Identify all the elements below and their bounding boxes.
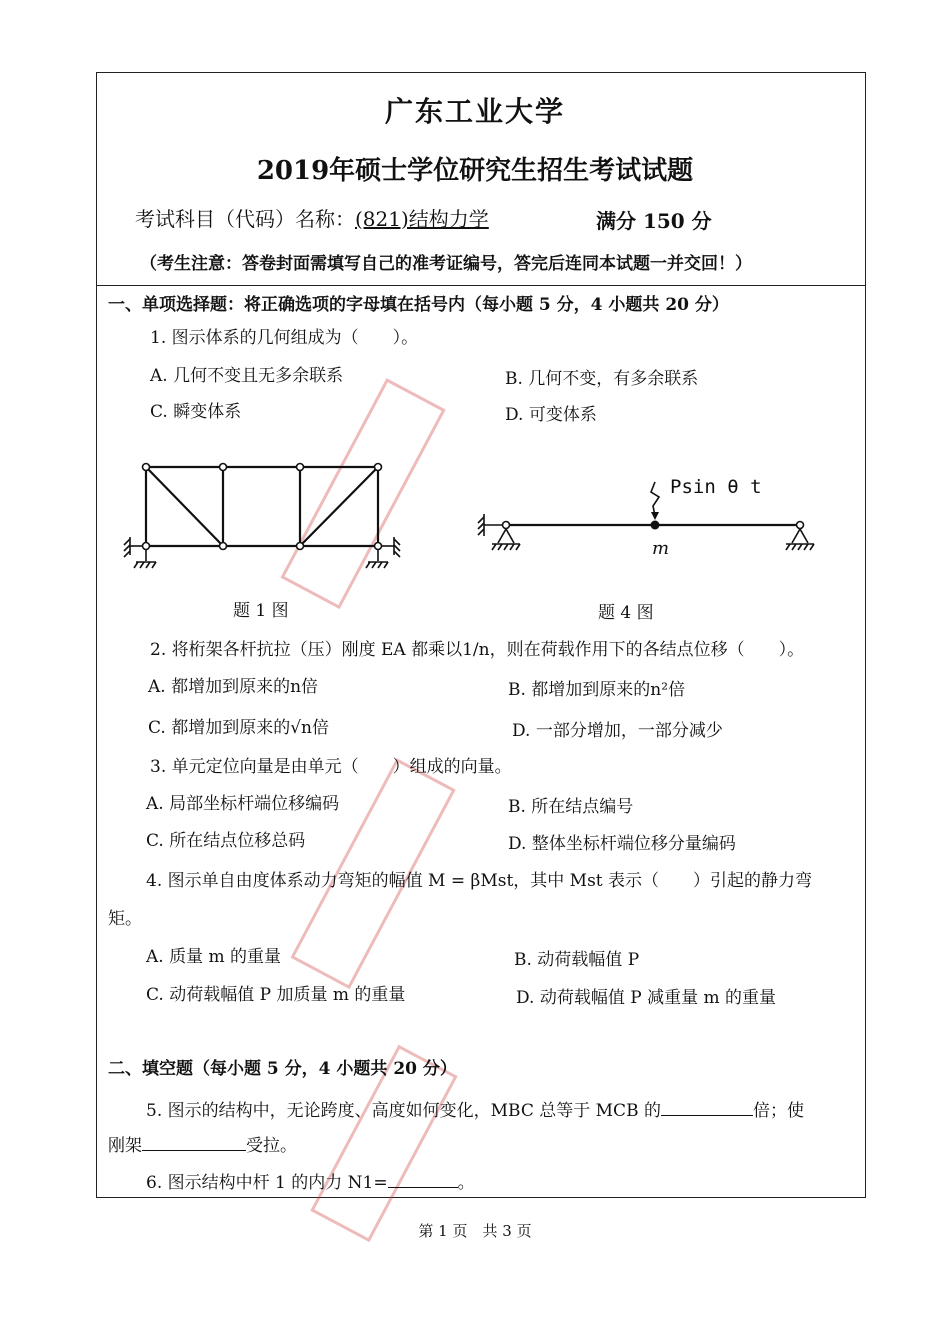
q5-text-a: 5. 图示的结构中，无论跨度、高度如何变化，MBC 总等于 MCB 的 [146, 1101, 661, 1121]
q6-text-a: 6. 图示结构中杆 1 的内力 N1= [146, 1173, 388, 1193]
figure4-beam [470, 470, 830, 580]
page-number: 第 1 页 共 3 页 [418, 1222, 532, 1240]
university-name: 广东工业大学 [384, 95, 565, 128]
q4-option-b: B. 动荷载幅值 P [514, 950, 640, 970]
q5-line1 [146, 1096, 804, 1121]
q6-line [146, 1168, 475, 1193]
q3-option-c: C. 所在结点位移总码 [146, 831, 306, 851]
q4-option-c: C. 动荷载幅值 P 加质量 m 的重量 [146, 985, 406, 1005]
q1-option-b: B. 几何不变，有多余联系 [505, 369, 699, 389]
q1-option-c: C. 瞬变体系 [150, 402, 242, 422]
subject-label: 考试科目（代码）名称： [135, 207, 355, 231]
figure1-caption: 题 1 图 [233, 601, 289, 621]
q5-line2 [108, 1131, 297, 1156]
q5-text-c: 刚架 [108, 1136, 142, 1156]
subject-line [135, 203, 489, 232]
header-divider [96, 285, 866, 286]
q2-option-c: C. 都增加到原来的√n倍 [148, 718, 329, 738]
q2-option-d: D. 一部分增加，一部分减少 [512, 721, 723, 741]
q5-blank-2[interactable] [142, 1134, 246, 1151]
figure4-mass-label: m [652, 538, 670, 559]
section2-title: 二、填空题（每小题 5 分，4 小题共 20 分） [108, 1059, 457, 1079]
q5-blank-1[interactable] [661, 1099, 753, 1116]
q3-option-b: B. 所在结点编号 [508, 797, 634, 817]
figure4-caption: 题 4 图 [598, 603, 654, 623]
q4-stem-cont: 矩。 [108, 909, 142, 929]
figure1-truss [110, 455, 420, 585]
figure4-load-label: Psin θ t [670, 476, 762, 498]
exam-notice: （考生注意：答卷封面需填写自己的准考证编号，答完后连同本试题一并交回！） [140, 254, 752, 274]
full-score: 满分 150 分 [596, 209, 712, 233]
q2-option-a: A. 都增加到原来的n倍 [148, 677, 319, 697]
q3-option-a: A. 局部坐标杆端位移编码 [146, 794, 340, 814]
exam-title: 2019年硕士学位研究生招生考试试题 [256, 156, 694, 186]
q6-blank[interactable] [388, 1171, 458, 1188]
q2-stem: 2. 将桁架各杆抗拉（压）刚度 EA 都乘以1/n，则在荷载作用下的各结点位移（ ）。 [150, 640, 805, 660]
q5-text-b: 倍；使 [752, 1101, 804, 1121]
section1-title: 一、单项选择题：将正确选项的字母填在括号内（每小题 5 分，4 小题共 20 分） [108, 295, 729, 315]
q4-option-d: D. 动荷载幅值 P 减重量 m 的重量 [516, 988, 777, 1008]
q1-option-d: D. 可变体系 [505, 405, 597, 425]
subject-name: (821)结构力学 [355, 207, 489, 231]
q3-stem: 3. 单元定位向量是由单元（ ）组成的向量。 [150, 757, 512, 777]
q1-stem: 1. 图示体系的几何组成为（ ）。 [150, 328, 419, 348]
q1-option-a: A. 几何不变且无多余联系 [150, 366, 344, 386]
q3-option-d: D. 整体坐标杆端位移分量编码 [508, 834, 736, 854]
q4-stem: 4. 图示单自由度体系动力弯矩的幅值 M = βMst，其中 Mst 表示（ ）引起的静力弯 [146, 871, 813, 891]
q6-text-b: 。 [457, 1173, 475, 1193]
q5-text-d: 受拉。 [246, 1136, 297, 1156]
q4-option-a: A. 质量 m 的重量 [146, 947, 282, 967]
q2-option-b: B. 都增加到原来的n²倍 [508, 680, 686, 700]
